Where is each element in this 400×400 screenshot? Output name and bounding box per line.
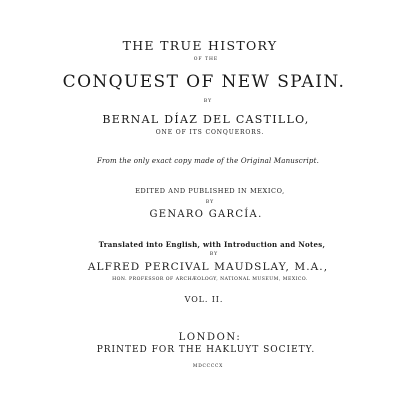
editor-name: GENARO GARCÍA. (149, 209, 263, 220)
by-label-2: BY (205, 200, 215, 205)
volume-number: VOL. II. (184, 295, 224, 304)
by-label-1: BY (203, 99, 213, 104)
edited-published-line: EDITED AND PUBLISHED IN MEXICO, (135, 187, 285, 195)
source-note: From the only exact copy made of the Original Manuscript. (96, 157, 320, 165)
publication-year: MDCCCCX (192, 364, 224, 369)
translator-name: ALFRED PERCIVAL MAUDSLAY, M.A., (87, 261, 329, 273)
publication-place: LONDON: (178, 332, 242, 343)
title-line-2: CONQUEST OF NEW SPAIN. (62, 72, 346, 92)
title-line-1: THE TRUE HISTORY (122, 38, 278, 53)
author-name: BERNAL DÍAZ DEL CASTILLO, (102, 113, 310, 126)
publisher-line: PRINTED FOR THE HAKLUYT SOCIETY. (96, 345, 316, 355)
translation-note: Translated into English, with Introduction and Notes, (98, 240, 326, 249)
author-description: ONE OF ITS CONQUERORS. (155, 129, 265, 136)
by-label-3: BY (209, 252, 219, 257)
title-connector: OF THE (193, 57, 219, 62)
translator-description: HON. PROFESSOR OF ARCHÆOLOGY, NATIONAL MUSEUM, MEXICO. (112, 277, 308, 282)
